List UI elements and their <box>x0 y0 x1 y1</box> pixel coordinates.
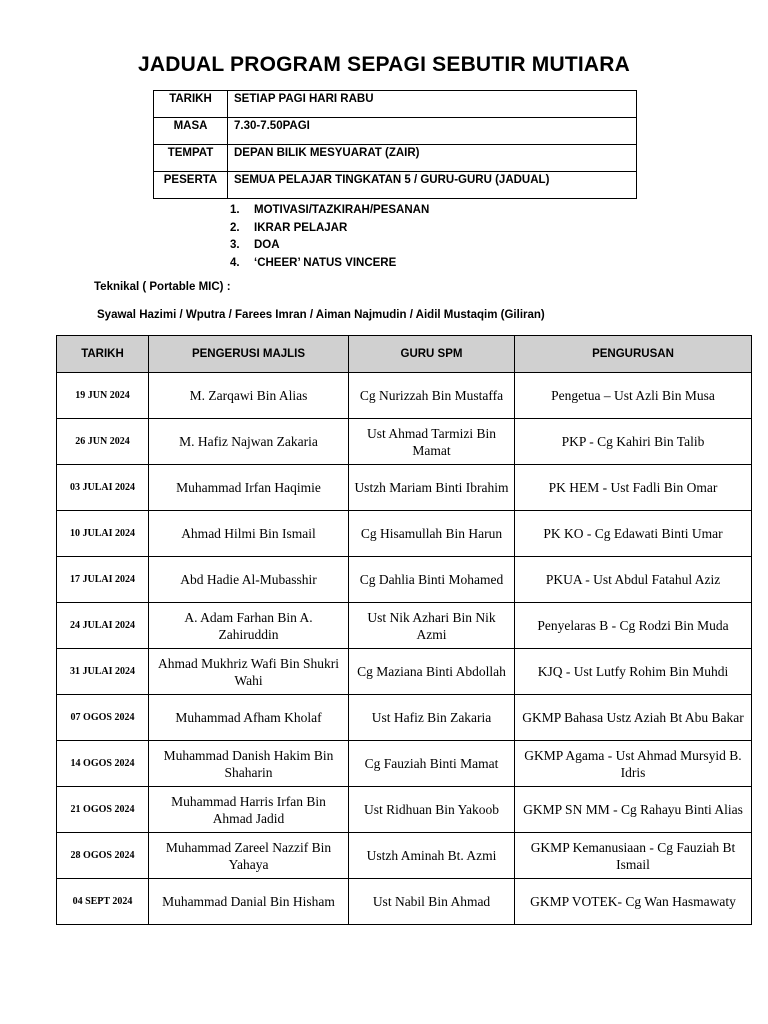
document-title: JADUAL PROGRAM SEPAGI SEBUTIR MUTIARA <box>138 53 630 76</box>
table-row <box>57 511 752 557</box>
cell-teacher: Ust Hafiz Bin Zakaria <box>349 695 515 741</box>
schedule-table <box>56 335 752 925</box>
cell-teacher: Cg Maziana Binti Abdollah <box>349 649 515 695</box>
table-row <box>57 419 752 465</box>
table-row <box>57 373 752 419</box>
cell-teacher: Cg Fauziah Binti Mamat <box>349 741 515 787</box>
agenda-number: 2. <box>230 221 240 234</box>
cell-chair: Muhammad Irfan Haqimie <box>149 465 349 511</box>
cell-teacher: Ustzh Mariam Binti Ibrahim <box>349 465 515 511</box>
table-row <box>57 741 752 787</box>
cell-management: KJQ - Ust Lutfy Rohim Bin Muhdi <box>515 649 752 695</box>
header-teacher: GURU SPM <box>349 336 515 373</box>
agenda-text: ‘CHEER’ NATUS VINCERE <box>254 256 397 269</box>
agenda-item <box>230 255 429 273</box>
info-row-participants <box>154 172 637 199</box>
info-row-date <box>154 91 637 118</box>
cell-teacher: Cg Nurizzah Bin Mustaffa <box>349 373 515 419</box>
info-row-time <box>154 118 637 145</box>
cell-teacher: Ust Ahmad Tarmizi Bin Mamat <box>349 419 515 465</box>
table-row <box>57 787 752 833</box>
cell-date: 28 OGOS 2024 <box>57 833 149 879</box>
table-row <box>57 465 752 511</box>
cell-teacher: Cg Hisamullah Bin Harun <box>349 511 515 557</box>
cell-management: Penyelaras B - Cg Rodzi Bin Muda <box>515 603 752 649</box>
info-label: TARIKH <box>154 91 228 118</box>
agenda-text: MOTIVASI/TAZKIRAH/PESANAN <box>254 204 430 216</box>
agenda-item <box>230 202 429 220</box>
cell-chair: Muhammad Danial Bin Hisham <box>149 879 349 925</box>
cell-management: PKP - Cg Kahiri Bin Talib <box>515 419 752 465</box>
cell-date: 03 JULAI 2024 <box>57 465 149 511</box>
info-value: SETIAP PAGI HARI RABU <box>228 91 637 118</box>
cell-date: 10 JULAI 2024 <box>57 511 149 557</box>
cell-management: GKMP Agama - Ust Ahmad Mursyid B. Idris <box>515 741 752 787</box>
agenda-number: 3. <box>230 239 240 251</box>
cell-chair: Muhammad Danish Hakim Bin Shaharin <box>149 741 349 787</box>
technical-label: Teknikal ( Portable MIC) : <box>94 281 231 293</box>
cell-teacher: Ust Nik Azhari Bin Nik Azmi <box>349 603 515 649</box>
cell-chair: Muhammad Afham Kholaf <box>149 695 349 741</box>
cell-chair: Abd Hadie Al-Mubasshir <box>149 557 349 603</box>
table-row <box>57 695 752 741</box>
cell-teacher: Cg Dahlia Binti Mohamed <box>349 557 515 603</box>
agenda-number: 1. <box>230 204 240 216</box>
cell-date: 17 JULAI 2024 <box>57 557 149 603</box>
agenda-text: DOA <box>254 239 280 251</box>
cell-chair: M. Zarqawi Bin Alias <box>149 373 349 419</box>
schedule-header-row <box>57 336 752 373</box>
agenda-number: 4. <box>230 256 240 269</box>
cell-date: 14 OGOS 2024 <box>57 741 149 787</box>
cell-chair: Muhammad Harris Irfan Bin Ahmad Jadid <box>149 787 349 833</box>
cell-chair: Ahmad Mukhriz Wafi Bin Shukri Wahi <box>149 649 349 695</box>
cell-management: GKMP VOTEK- Cg Wan Hasmawaty <box>515 879 752 925</box>
header-date: TARIKH <box>57 336 149 373</box>
agenda-item <box>230 220 429 238</box>
table-row <box>57 649 752 695</box>
info-value: 7.30-7.50PAGI <box>228 118 637 145</box>
info-label: TEMPAT <box>154 145 228 172</box>
table-row <box>57 833 752 879</box>
cell-management: GKMP SN MM - Cg Rahayu Binti Alias <box>515 787 752 833</box>
cell-management: PK KO - Cg Edawati Binti Umar <box>515 511 752 557</box>
cell-management: Pengetua – Ust Azli Bin Musa <box>515 373 752 419</box>
cell-management: GKMP Kemanusiaan - Cg Fauziah Bt Ismail <box>515 833 752 879</box>
cell-teacher: Ustzh Aminah Bt. Azmi <box>349 833 515 879</box>
cell-date: 04 SEPT 2024 <box>57 879 149 925</box>
info-label: PESERTA <box>154 172 228 199</box>
technical-crew: Syawal Hazimi / Wputra / Farees Imran / Aiman Najmudin / Aidil Mustaqim (Giliran) <box>97 309 545 321</box>
info-value: SEMUA PELAJAR TINGKATAN 5 / GURU-GURU (JADUAL) <box>228 172 637 199</box>
cell-chair: A. Adam Farhan Bin A. Zahiruddin <box>149 603 349 649</box>
cell-chair: Muhammad Zareel Nazzif Bin Yahaya <box>149 833 349 879</box>
cell-date: 31 JULAI 2024 <box>57 649 149 695</box>
cell-teacher: Ust Nabil Bin Ahmad <box>349 879 515 925</box>
cell-date: 26 JUN 2024 <box>57 419 149 465</box>
info-label: MASA <box>154 118 228 145</box>
info-value: DEPAN BILIK MESYUARAT (ZAIR) <box>228 145 637 172</box>
table-row <box>57 879 752 925</box>
agenda-text: IKRAR PELAJAR <box>254 221 348 234</box>
program-info-table <box>153 90 637 199</box>
cell-date: 24 JULAI 2024 <box>57 603 149 649</box>
cell-chair: Ahmad Hilmi Bin Ismail <box>149 511 349 557</box>
header-management: PENGURUSAN <box>515 336 752 373</box>
cell-teacher: Ust Ridhuan Bin Yakoob <box>349 787 515 833</box>
table-row <box>57 603 752 649</box>
cell-date: 19 JUN 2024 <box>57 373 149 419</box>
header-chair: PENGERUSI MAJLIS <box>149 336 349 373</box>
cell-chair: M. Hafiz Najwan Zakaria <box>149 419 349 465</box>
agenda-list <box>230 202 429 272</box>
cell-date: 21 OGOS 2024 <box>57 787 149 833</box>
cell-management: PK HEM - Ust Fadli Bin Omar <box>515 465 752 511</box>
cell-date: 07 OGOS 2024 <box>57 695 149 741</box>
info-row-place <box>154 145 637 172</box>
agenda-item <box>230 237 429 255</box>
table-row <box>57 557 752 603</box>
cell-management: GKMP Bahasa Ustz Aziah Bt Abu Bakar <box>515 695 752 741</box>
cell-management: PKUA - Ust Abdul Fatahul Aziz <box>515 557 752 603</box>
